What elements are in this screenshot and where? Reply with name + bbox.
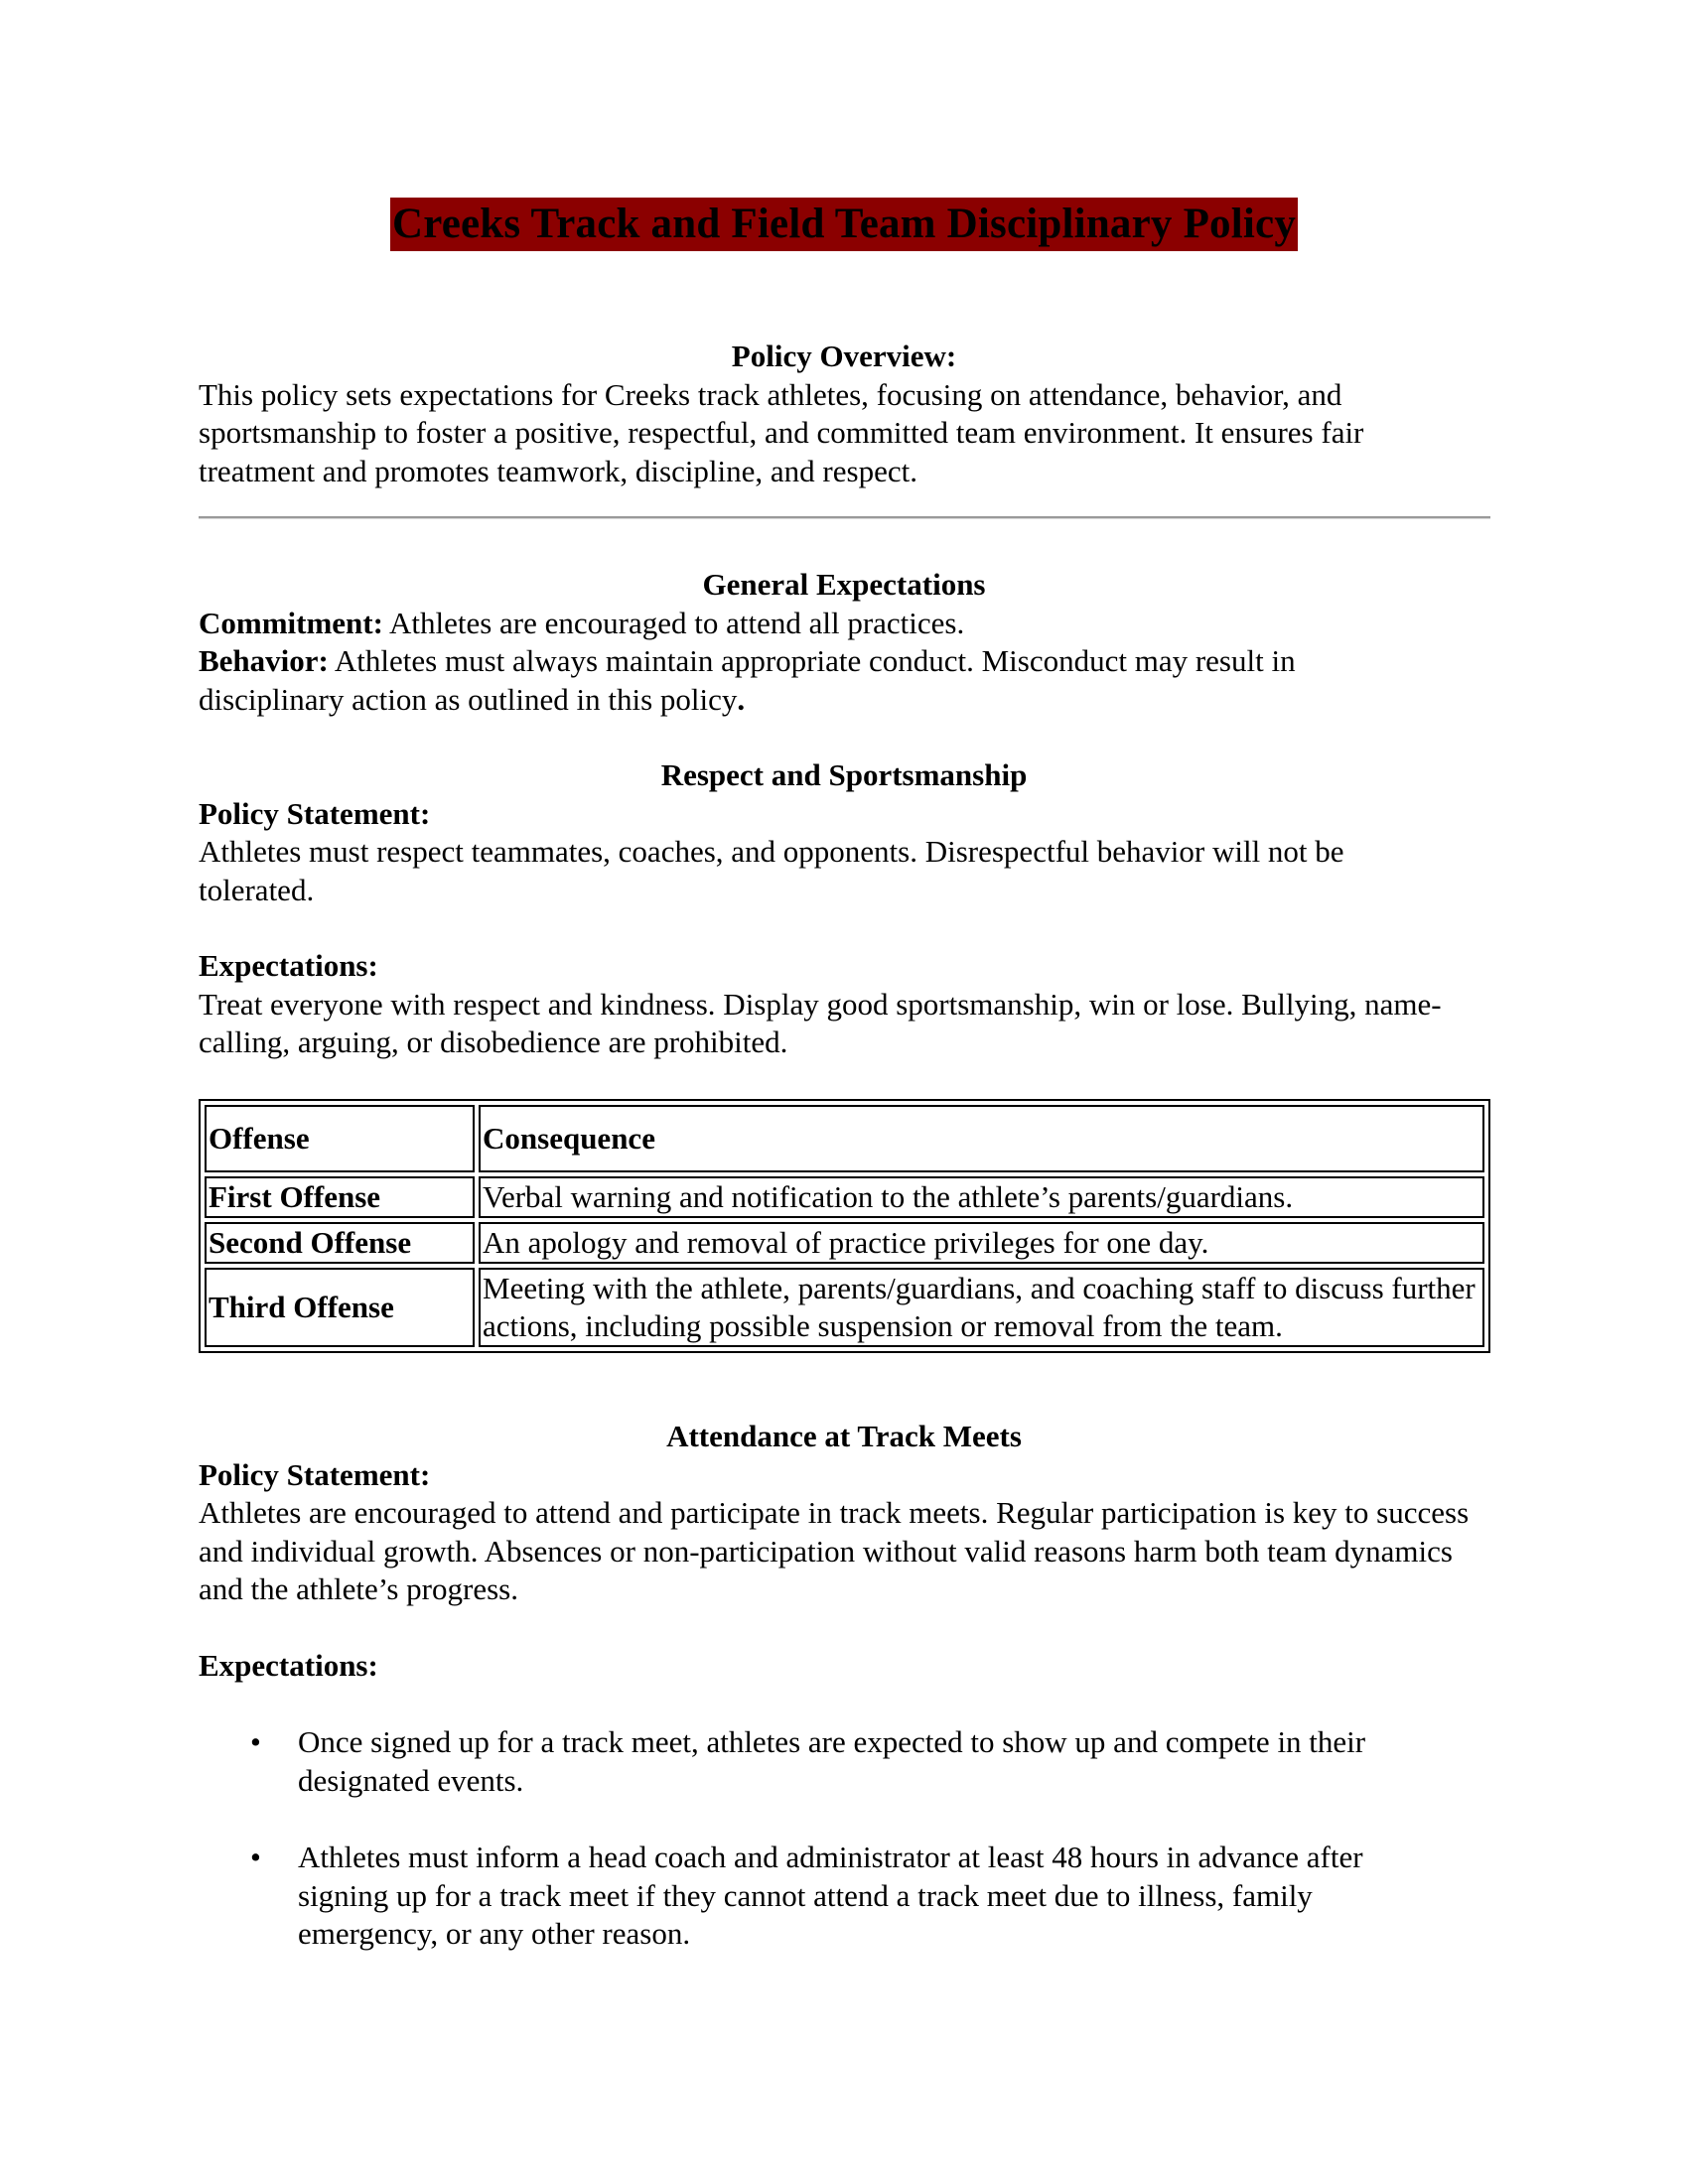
- list-item-text: Athletes must inform a head coach and administrator at least 48 hours in advance after signing up for a track meet if they cannot attend a track meet due to illness, family emergency, or any other reason.: [298, 1840, 1363, 1951]
- respect-section: [199, 756, 1489, 1062]
- offense-cell: Second Offense: [205, 1222, 475, 1264]
- offense-cell: Third Offense: [205, 1268, 475, 1347]
- behavior-label: Behavior:: [199, 643, 329, 678]
- general-heading: General Expectations: [702, 567, 986, 602]
- attendance-expectations-label: Expectations:: [199, 1647, 378, 1683]
- table-row: [205, 1268, 1484, 1347]
- attendance-section: [199, 1418, 1489, 1685]
- attendance-policy-label: Policy Statement:: [199, 1456, 431, 1492]
- offense-table: [199, 1099, 1490, 1353]
- overview-heading: Policy Overview:: [731, 339, 957, 373]
- attendance-list: [199, 1723, 1489, 1992]
- list-item-text: Once signed up for a track meet, athletes are expected to show up and compete in their designated events.: [298, 1724, 1366, 1798]
- attendance-heading: Attendance at Track Meets: [666, 1419, 1022, 1453]
- table-header-consequence: Consequence: [479, 1105, 1484, 1172]
- commitment-paragraph: [199, 605, 1489, 643]
- general-section: [199, 566, 1489, 719]
- table-row: [205, 1176, 1484, 1218]
- list-item: [199, 1839, 1489, 1954]
- table-header-row: [205, 1105, 1484, 1172]
- behavior-paragraph: [199, 642, 1489, 719]
- commitment-label: Commitment:: [199, 605, 383, 640]
- behavior-text: Athletes must always maintain appropriate conduct. Misconduct may result in disciplinary action as outlined in this policy: [199, 643, 1296, 717]
- respect-expectations-text: Treat everyone with respect and kindness. Display good sportsmanship, win or lose. Bullying, name-calling, arguing, or disobedience are prohibited.: [199, 986, 1442, 1059]
- bullet-icon: •: [250, 1724, 261, 1759]
- consequence-cell: Verbal warning and notification to the athlete’s parents/guardians.: [479, 1176, 1484, 1218]
- bullet-icon: •: [250, 1840, 261, 1874]
- behavior-period: .: [737, 681, 746, 717]
- list-item: [199, 1723, 1489, 1800]
- offense-cell: First Offense: [205, 1176, 475, 1218]
- consequence-cell: An apology and removal of practice privileges for one day.: [479, 1222, 1484, 1264]
- attendance-policy-text: Athletes are encouraged to attend and participate in track meets. Regular participation is key to success and individual growth. Absences or non-participation without valid reasons harm both team dynamics and the athlete’s progress.: [199, 1495, 1470, 1606]
- consequence-cell: Meeting with the athlete, parents/guardians, and coaching staff to discuss further actions, including possible suspension or removal from the team.: [479, 1268, 1484, 1347]
- respect-policy-text: Athletes must respect teammates, coaches, and opponents. Disrespectful behavior will not be tolerated.: [199, 834, 1344, 907]
- document-title: Creeks Track and Field Team Disciplinary Policy: [390, 198, 1298, 251]
- table-row: [205, 1222, 1484, 1264]
- horizontal-divider: [199, 516, 1490, 519]
- commitment-text: Athletes are encouraged to attend all practices.: [382, 605, 965, 640]
- overview-section: [199, 338, 1489, 490]
- respect-expectations-label: Expectations:: [199, 948, 378, 983]
- table-header-offense: Offense: [205, 1105, 475, 1172]
- respect-policy-label: Policy Statement:: [199, 795, 431, 831]
- respect-heading: Respect and Sportsmanship: [660, 757, 1028, 792]
- overview-text: This policy sets expectations for Creeks track athletes, focusing on attendance, behavior, and sportsmanship to foster a positive, respectful, and committed team environment. It ensures fair treatment and promotes teamwork, discipline, and respect.: [199, 376, 1364, 488]
- title-container: [199, 198, 1489, 251]
